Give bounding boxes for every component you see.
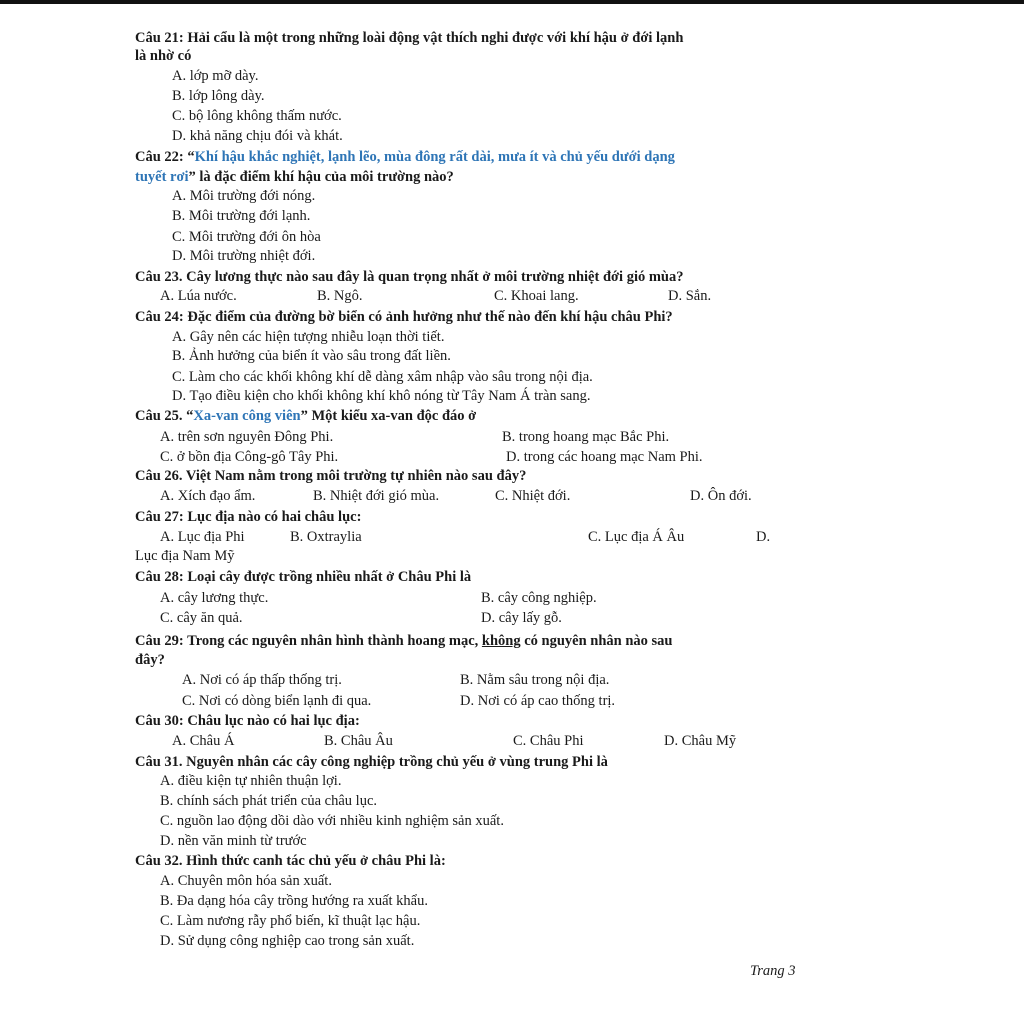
q30-stem: Câu 30: Châu lục nào có hai lục địa: [135, 713, 360, 729]
q22-stem-line1 [135, 148, 675, 166]
q29-suffix: có nguyên nhân nào sau [520, 633, 673, 649]
q28-option-a: A. cây lương thực. [160, 590, 269, 606]
q30-option-c: C. Châu Phi [513, 733, 584, 749]
q27-option-c: C. Lục địa Á Âu [588, 529, 685, 545]
q32-option-b: B. Đa dạng hóa cây trồng hướng ra xuất khẩu. [160, 893, 428, 909]
q21-option-d: D. khả năng chịu đói và khát. [172, 128, 343, 144]
q30-option-b: B. Châu Âu [324, 733, 393, 749]
q24-stem: Câu 24: Đặc điểm của đường bờ biển có ảnh hưởng như thế nào đến khí hậu châu Phi? [135, 309, 673, 325]
q25-suffix: ” Một kiểu xa-van độc đáo ở [300, 408, 477, 424]
q31-option-b: B. chính sách phát triển của châu lục. [160, 793, 378, 809]
q26-option-b: B. Nhiệt đới gió mùa. [313, 488, 440, 504]
q31-stem: Câu 31. Nguyên nhân các cây công nghiệp trồng chủ yếu ở vùng trung Phi là [135, 754, 608, 770]
q30-option-a: A. Châu Á [172, 733, 235, 749]
q21-stem-line1: Câu 21: Hải cẩu là một trong những loài động vật thích nghi được với khí hậu ở đới lạnh [135, 30, 684, 46]
q23-option-a: A. Lúa nước. [160, 288, 237, 304]
q28-option-b: B. cây công nghiệp. [481, 590, 597, 606]
q22-suffix: ” là đặc điểm khí hậu của môi trường nào? [188, 169, 454, 185]
q23-stem: Câu 23. Cây lương thực nào sau đây là quan trọng nhất ở môi trường nhiệt đới gió mùa? [135, 269, 684, 285]
q25-option-a: A. trên sơn nguyên Đông Phi. [160, 429, 334, 445]
q26-option-d: D. Ôn đới. [690, 488, 752, 504]
q28-option-d: D. cây lấy gỗ. [481, 610, 562, 626]
q24-option-a: A. Gây nên các hiện tượng nhiễu loạn thời tiết. [172, 329, 445, 345]
q22-quote-part2: tuyết rơi [135, 169, 189, 185]
q27-stem: Câu 27: Lục địa nào có hai châu lục: [135, 509, 362, 525]
q27-option-a: A. Lục địa Phi [160, 529, 245, 545]
q22-option-c: C. Môi trường đới ôn hòa [172, 229, 321, 245]
q23-option-b: B. Ngô. [317, 288, 363, 304]
q22-stem-line2 [135, 168, 454, 186]
q22-option-d: D. Môi trường nhiệt đới. [172, 248, 316, 264]
q21-option-a: A. lớp mỡ dày. [172, 68, 259, 84]
q27-option-d-text: Lục địa Nam Mỹ [135, 548, 235, 564]
q21-stem-line2: là nhờ có [135, 48, 192, 64]
q22-prefix: Câu 22: “ [135, 149, 195, 165]
q25-quote: Xa-van công viên [193, 408, 301, 424]
q23-option-d: D. Sắn. [668, 288, 712, 304]
top-border [0, 0, 1024, 4]
q21-option-c: C. bộ lông không thấm nước. [172, 108, 342, 124]
q22-option-a: A. Môi trường đới nóng. [172, 188, 316, 204]
q22-option-b: B. Môi trường đới lạnh. [172, 208, 311, 224]
q29-stem-line2: đây? [135, 652, 165, 668]
page-number: Trang 3 [750, 963, 796, 979]
q25-prefix: Câu 25. “ [135, 408, 194, 424]
q31-option-d: D. nền văn minh từ trước [160, 833, 307, 849]
q25-option-b: B. trong hoang mạc Bắc Phi. [502, 429, 670, 445]
q29-option-d: D. Nơi có áp cao thống trị. [460, 693, 616, 709]
q26-stem: Câu 26. Việt Nam nằm trong môi trường tự nhiên nào sau đây? [135, 468, 527, 484]
q25-option-c: C. ở bồn địa Công-gô Tây Phi. [160, 449, 339, 465]
q29-prefix: Câu 29: Trong các nguyên nhân hình thành hoang mạc, [135, 633, 482, 649]
q29-option-c: C. Nơi có dòng biển lạnh đi qua. [182, 693, 372, 709]
q31-option-a: A. điều kiện tự nhiên thuận lợi. [160, 773, 342, 789]
q32-option-c: C. Làm nương rẫy phổ biến, kĩ thuật lạc hậu. [160, 913, 421, 929]
q32-option-d: D. Sử dụng công nghiệp cao trong sản xuất. [160, 933, 415, 949]
q29-underlined-word: không [481, 633, 521, 649]
q25-option-d: D. trong các hoang mạc Nam Phi. [506, 449, 703, 465]
q23-option-c: C. Khoai lang. [494, 288, 579, 304]
q29-option-b: B. Nằm sâu trong nội địa. [460, 672, 610, 688]
q26-option-a: A. Xích đạo ẩm. [160, 488, 256, 504]
q30-option-d: D. Châu Mỹ [664, 733, 737, 749]
q28-option-c: C. cây ăn quả. [160, 610, 243, 626]
q26-option-c: C. Nhiệt đới. [495, 488, 571, 504]
q24-option-d: D. Tạo điều kiện cho khối không khí khô nóng từ Tây Nam Á tràn sang. [172, 388, 591, 404]
q27-option-b: B. Oxtraylia [290, 529, 362, 545]
q27-option-d-label: D. [756, 529, 771, 545]
q32-option-a: A. Chuyên môn hóa sản xuất. [160, 873, 332, 889]
q24-option-b: B. Ảnh hưởng của biển ít vào sâu trong đất liền. [172, 348, 451, 364]
q22-quote-part1: Khí hậu khắc nghiệt, lạnh lẽo, mùa đông rất dài, mưa ít và chủ yếu dưới dạng [194, 149, 675, 165]
q25-stem [135, 407, 476, 425]
q29-option-a: A. Nơi có áp thấp thống trị. [182, 672, 342, 688]
q24-option-c: C. Làm cho các khối không khí dễ dàng xâm nhập vào sâu trong nội địa. [172, 369, 593, 385]
q29-stem-line1 [135, 632, 673, 650]
q28-stem: Câu 28: Loại cây được trồng nhiều nhất ở Châu Phi là [135, 569, 472, 585]
q32-stem: Câu 32. Hình thức canh tác chủ yếu ở châu Phi là: [135, 853, 446, 869]
q31-option-c: C. nguồn lao động dồi dào với nhiều kinh nghiệm sản xuất. [160, 813, 504, 829]
q21-option-b: B. lớp lông dày. [172, 88, 265, 104]
